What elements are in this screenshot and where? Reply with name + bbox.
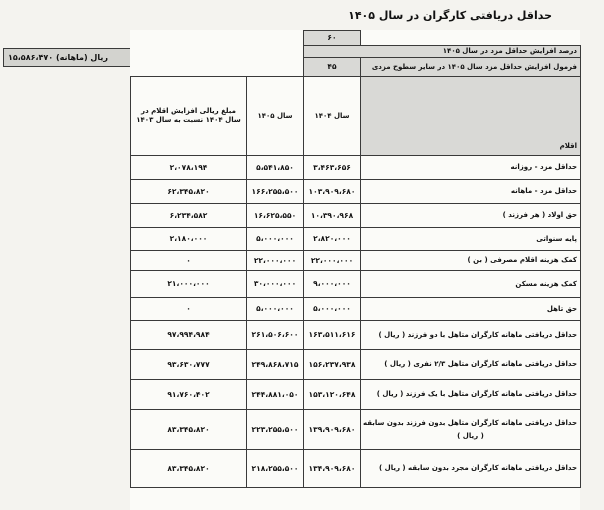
row-diff: ۹۱،۷۶۰،۴۰۲ [131,380,247,410]
row-label: حق تاهل [361,298,581,321]
row-1404: ۲۲،۰۰۰،۰۰۰ [304,251,361,271]
table-row [131,450,581,488]
row-1404: ۱۳۹،۹۰۹،۶۸۰ [304,410,361,450]
table-row [131,156,581,180]
row-1405: ۲۱۸،۲۵۵،۵۰۰ [247,450,304,488]
formula-value: ۴۵ [304,58,361,77]
row-1404: ۱۵۶،۲۳۷،۹۳۸ [304,350,361,380]
row-1404: ۲،۸۲۰،۰۰۰ [304,228,361,251]
row-label: حداقل دریافتی ماهانه کارگران متاهل با یک فرزند ( ریال ) [361,380,581,410]
page-title: حداقل دریافتی کارگران در سال ۱۴۰۵ [348,9,552,22]
row-label-unit: ( ریال ) [457,431,484,440]
row-diff: ۰ [131,251,247,271]
row-1405: ۲۲،۰۰۰،۰۰۰ [247,251,304,271]
row-diff: ۹۷،۹۹۴،۹۸۴ [131,321,247,350]
row-1405: ۱۶۶،۲۵۵،۵۰۰ [247,180,304,204]
column-header-1404: سال ۱۴۰۴ [304,77,361,156]
table-row [131,251,581,271]
table-row [131,298,581,321]
row-diff: ۶،۲۳۴،۵۸۲ [131,204,247,228]
wage-document [130,30,580,510]
row-label: پایه سنواتی [361,228,581,251]
row-1405: ۲۶۱،۵۰۶،۶۰۰ [247,321,304,350]
row-1404: ۵،۰۰۰،۰۰۰ [304,298,361,321]
column-header-diff: مبلغ ریالی افزایش اقلام در سال ۱۴۰۴ نسبت به سال ۱۴۰۳ [131,77,247,156]
row-label: حداقل دریافتی ماهانه کارگران متاهل ۲/۳ نفری ( ریال ) [361,350,581,380]
row-1405: ۵،۰۰۰،۰۰۰ [247,228,304,251]
row-label-line: حداقل دریافتی ماهانه کارگران متاهل بدون فرزند بدون سابقه [362,418,577,427]
percent-label: درصد افزایش حداقل مزد در سال ۱۴۰۵ [304,46,581,58]
row-1405: ۲۴۴،۸۸۱،۰۵۰ [247,380,304,410]
row-1405: ۲۴۹،۸۶۸،۷۱۵ [247,350,304,380]
formula-label: فرمول افزایش حداقل مزد سال ۱۴۰۵ در سایر سطوح مزدی [361,58,581,77]
row-1405: ۲۲۳،۲۵۵،۵۰۰ [247,410,304,450]
row-label [361,410,581,450]
column-header-items: اقلام [361,77,581,156]
row-label: کمک هزینه مسکن [361,271,581,298]
strip-monthly: ۱۵،۵۸۶،۴۷۰ ریال (ماهانه) [8,53,108,62]
percent-value: ۶۰ [304,31,361,46]
row-diff: ۹۳،۶۳۰،۷۷۷ [131,350,247,380]
row-label: حداقل دریافتی ماهانه کارگران متاهل با دو فرزند ( ریال ) [361,321,581,350]
row-1405: ۵،۵۴۱،۸۵۰ [247,156,304,180]
row-label: حداقل مزد - روزانه [361,156,581,180]
wage-table [130,30,581,488]
row-1404: ۱۵۳،۱۲۰،۶۴۸ [304,380,361,410]
row-diff: ۸۳،۳۴۵،۸۲۰ [131,450,247,488]
row-1404: ۱۶۳،۵۱۱،۶۱۶ [304,321,361,350]
row-diff: ۲،۱۸۰،۰۰۰ [131,228,247,251]
table-row [131,180,581,204]
row-1404: ۱۰،۳۹۰،۹۶۸ [304,204,361,228]
row-diff: ۲،۰۷۸،۱۹۴ [131,156,247,180]
row-1404: ۱۰۳،۹۰۹،۶۸۰ [304,180,361,204]
row-1405: ۱۶،۶۲۵،۵۵۰ [247,204,304,228]
table-row [131,380,581,410]
row-diff: ۸۳،۳۴۵،۸۲۰ [131,410,247,450]
row-1404: ۹،۰۰۰،۰۰۰ [304,271,361,298]
row-diff: ۰ [131,298,247,321]
row-1405: ۵،۰۰۰،۰۰۰ [247,298,304,321]
row-label: حداقل دریافتی ماهانه کارگران مجرد بدون سابقه ( ریال ) [361,450,581,488]
row-label: حداقل مزد - ماهانه [361,180,581,204]
table-row [131,410,581,450]
row-1404: ۱۳۴،۹۰۹،۶۸۰ [304,450,361,488]
column-header-1405: سال ۱۴۰۵ [247,77,304,156]
row-diff: ۶۲،۳۴۵،۸۲۰ [131,180,247,204]
row-1405: ۳۰،۰۰۰،۰۰۰ [247,271,304,298]
table-row [131,321,581,350]
table-row [131,350,581,380]
row-1404: ۳،۴۶۳،۶۵۶ [304,156,361,180]
table-row [131,204,581,228]
table-row [131,228,581,251]
row-diff: ۲۱،۰۰۰،۰۰۰ [131,271,247,298]
table-row [131,271,581,298]
row-label: کمک هزینه اقلام مصرفی ( بن ) [361,251,581,271]
row-label: حق اولاد ( هر فرزند ) [361,204,581,228]
